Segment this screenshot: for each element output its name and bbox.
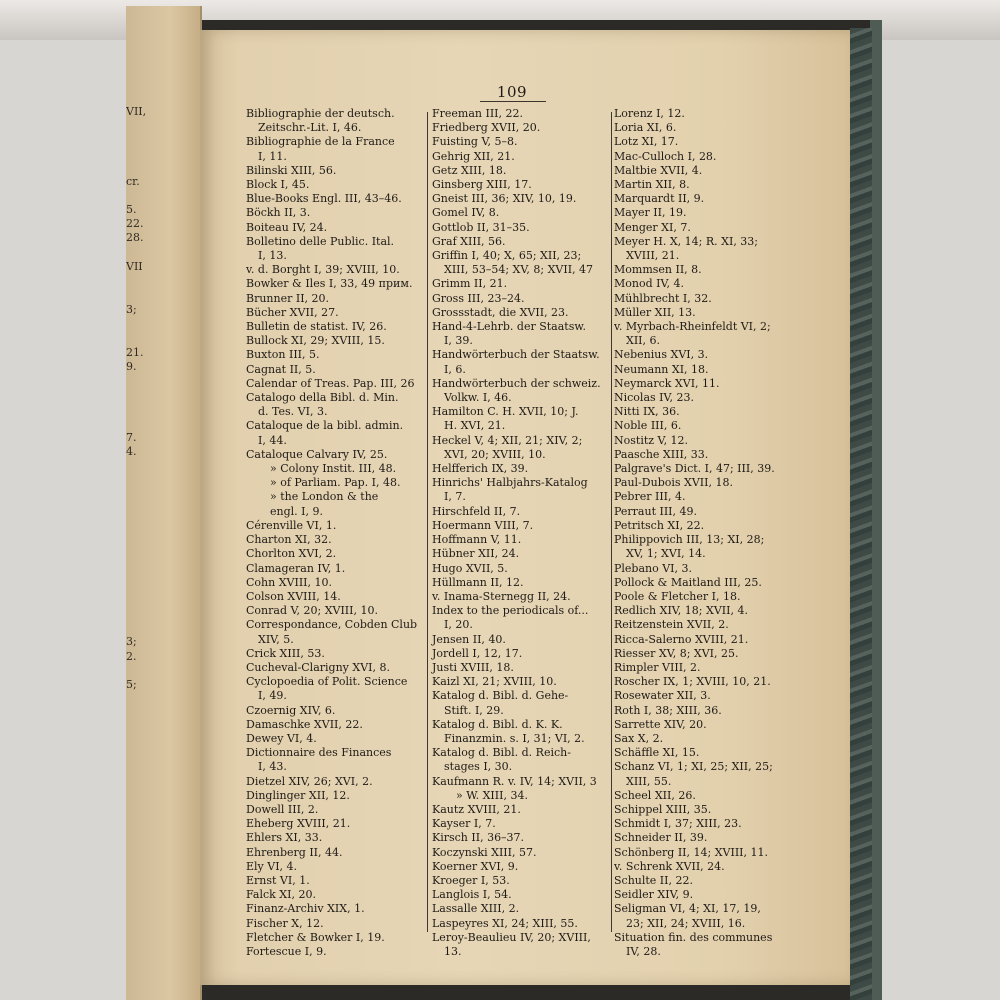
index-entry: Helfferich IX, 39. <box>432 462 529 476</box>
left-page-fragment: 9. <box>126 360 137 373</box>
index-entry: Laspeyres XI, 24; XIII, 55. <box>432 916 578 930</box>
index-entry: Schneider II, 39. <box>614 831 708 845</box>
index-entry: Kaufmann R. v. IV, 14; XVII, 3 <box>432 774 597 788</box>
index-entry: Eheberg XVIII, 21. <box>246 817 351 831</box>
index-entry: Hand-4-Lehrb. der Staatsw. <box>432 320 586 334</box>
index-entry: Scheel XII, 26. <box>614 788 696 802</box>
index-entry: stages I, 30. <box>444 760 513 774</box>
index-entry: Katalog d. Bibl. d. K. K. <box>432 717 563 731</box>
index-entry: Clamageran IV, 1. <box>246 561 346 575</box>
left-page-fragment: 22. <box>126 217 144 230</box>
index-entry: XIII, 55. <box>626 774 672 788</box>
index-entry: Schippel XIII, 35. <box>614 802 712 816</box>
index-entry: Müller XII, 13. <box>614 305 696 319</box>
index-entry: Calendar of Treas. Pap. III, 26 <box>246 376 415 390</box>
index-entry: Nostitz V, 12. <box>614 433 689 447</box>
index-entry: Czoernig XIV, 6. <box>246 703 336 717</box>
index-entry: Noble III, 6. <box>614 419 682 433</box>
index-entry: Neumann XI, 18. <box>614 362 709 376</box>
index-entry: Böckh II, 3. <box>246 206 311 220</box>
index-entry: I, 11. <box>258 149 287 163</box>
index-entry: Pollock & Maitland III, 25. <box>614 575 762 589</box>
marbled-cover-edge <box>850 28 872 1000</box>
index-entry: XVI, 20; XVIII, 10. <box>444 447 546 461</box>
index-entry: Finanzmin. s. I, 31; VI, 2. <box>444 731 585 745</box>
index-entry: Lotz XI, 17. <box>614 135 679 149</box>
index-entry: Bibliographie der deutsch. <box>246 107 395 120</box>
left-page-fragment: 21. <box>126 346 144 359</box>
index-entry: Fuisting V, 5–8. <box>432 135 518 149</box>
index-entry: Rimpler VIII, 2. <box>614 660 701 674</box>
left-page-fragment: VII, <box>126 105 147 118</box>
index-entry: Paul-Dubois XVII, 18. <box>614 476 733 490</box>
index-entry: Lassalle XIII, 2. <box>432 902 520 916</box>
index-entry: Kirsch II, 36–37. <box>432 831 525 845</box>
index-entry: Cyclopoedia of Polit. Science <box>246 675 408 689</box>
index-entry: Meyer H. X, 14; R. XI, 33; <box>614 234 759 248</box>
index-entry: Dowell III, 2. <box>246 802 319 816</box>
index-entry: Cérenville VI, 1. <box>246 518 337 532</box>
index-entry: I, 20. <box>444 618 473 632</box>
index-entry: Schönberg II, 14; XVIII, 11. <box>614 845 769 859</box>
index-entry: XIV, 5. <box>258 632 294 646</box>
index-entry: Mühlbrecht I, 32. <box>614 291 712 305</box>
index-entry: Bullock XI, 29; XVIII, 15. <box>246 334 385 348</box>
index-entry: Handwörterbuch der schweiz. <box>432 376 601 390</box>
index-entry: Griffin I, 40; X, 65; XII, 23; <box>432 249 582 263</box>
index-entry: Handwörterbuch der Staatsw. <box>432 348 600 362</box>
left-page-fragment: 5. <box>126 203 137 216</box>
index-entry: Fischer X, 12. <box>246 916 324 930</box>
index-entry: Hugo XVII, 5. <box>432 561 508 575</box>
index-entry: Langlois I, 54. <box>432 888 512 902</box>
index-entry: Gomel IV, 8. <box>432 206 500 220</box>
index-entry: Colson XVIII, 14. <box>246 589 341 603</box>
index-entry: Hirschfeld II, 7. <box>432 504 521 518</box>
index-entry: Ricca-Salerno XVIII, 21. <box>614 632 749 646</box>
left-page-fragment: 3; <box>126 303 137 316</box>
index-entry: Gottlob II, 31–35. <box>432 220 530 234</box>
index-entry: IV, 28. <box>626 944 661 958</box>
index-entry: Damaschke XVII, 22. <box>246 717 363 731</box>
index-entry: Redlich XIV, 18; XVII, 4. <box>614 604 748 618</box>
index-entry: Cataloque de la bibl. admin. <box>246 419 404 433</box>
page-number-rule <box>480 101 546 102</box>
index-entry: Ehrenberg II, 44. <box>246 845 343 859</box>
left-page-fragment: 7. <box>126 431 137 444</box>
index-entry: Katalog d. Bibl. d. Gehe- <box>432 689 569 703</box>
index-entry: Kayser I, 7. <box>432 817 496 831</box>
index-entry: Schulte II, 22. <box>614 873 693 887</box>
index-entry: Martin XII, 8. <box>614 178 690 192</box>
index-entry: v. Inama-Sternegg II, 24. <box>432 589 571 603</box>
index-entry: Jensen II, 40. <box>432 632 506 646</box>
index-entry: Justi XVIII, 18. <box>432 660 514 674</box>
index-entry: » W. XIII, 34. <box>456 788 528 802</box>
index-entry: Mommsen II, 8. <box>614 263 702 277</box>
index-entry: Kaizl XI, 21; XVIII, 10. <box>432 675 557 689</box>
index-entry: Pebrer III, 4. <box>614 490 686 504</box>
index-entry: Getz XIII, 18. <box>432 163 507 177</box>
index-entry: Cagnat II, 5. <box>246 362 316 376</box>
left-page-fragment: 5; <box>126 678 137 691</box>
index-entry: Ernst VI, 1. <box>246 873 310 887</box>
index-entry: Sax X, 2. <box>614 731 664 745</box>
left-page-fragment: 2. <box>126 650 137 663</box>
index-entry: Petritsch XI, 22. <box>614 518 705 532</box>
index-entry: Maltbie XVII, 4. <box>614 163 703 177</box>
index-entry: Bulletin de statist. IV, 26. <box>246 320 387 334</box>
index-entry: 23; XII, 24; XVIII, 16. <box>626 916 746 930</box>
index-entry: Poole & Fletcher I, 18. <box>614 589 741 603</box>
index-entry: I, 7. <box>444 490 466 504</box>
index-entry: Perraut III, 49. <box>614 504 698 518</box>
index-entry: Koczynski XIII, 57. <box>432 845 537 859</box>
index-entry: Conrad V, 20; XVIII, 10. <box>246 604 378 618</box>
index-entry: v. d. Borght I, 39; XVIII, 10. <box>246 263 400 277</box>
index-entry: I, 44. <box>258 433 287 447</box>
index-entry: Falck XI, 20. <box>246 888 316 902</box>
index-entry: Blue-Books Engl. III, 43–46. <box>246 192 402 206</box>
index-entry: Nicolas IV, 23. <box>614 391 694 405</box>
index-entry: Mac-Culloch I, 28. <box>614 149 717 163</box>
index-entry: I, 43. <box>258 760 287 774</box>
index-entry: Fortescue I, 9. <box>246 944 327 958</box>
left-page-fragment: 28. <box>126 231 144 244</box>
index-column-1 <box>246 107 424 959</box>
index-entry: Hoermann VIII, 7. <box>432 518 534 532</box>
index-entry: Boiteau IV, 24. <box>246 220 328 234</box>
index-entry: Nebenius XVI, 3. <box>614 348 709 362</box>
index-entry: Cataloque Calvary IV, 25. <box>246 447 388 461</box>
index-entry: engl. I, 9. <box>270 504 323 518</box>
index-entry: Ehlers XI, 33. <box>246 831 323 845</box>
index-entry: Philippovich III, 13; XI, 28; <box>614 533 765 547</box>
index-entry: Freeman III, 22. <box>432 107 524 120</box>
index-entry: Ginsberg XIII, 17. <box>432 178 532 192</box>
index-entry: I, 49. <box>258 689 287 703</box>
index-column-3 <box>614 107 794 959</box>
index-entry: Gross III, 23–24. <box>432 291 525 305</box>
index-entry: Hüllmann II, 12. <box>432 575 524 589</box>
index-entry: XV, 1; XVI, 14. <box>626 547 706 561</box>
index-entry: Graf XIII, 56. <box>432 234 506 248</box>
left-page-fragment: cr. <box>126 175 140 188</box>
index-entry: Plebano VI, 3. <box>614 561 693 575</box>
index-entry: Index to the periodicals of... <box>432 604 589 618</box>
index-entry: Cucheval-Clarigny XVI, 8. <box>246 660 390 674</box>
index-entry: Bücher XVII, 27. <box>246 305 339 319</box>
index-entry: Riesser XV, 8; XVI, 25. <box>614 646 739 660</box>
index-entry: Nitti IX, 36. <box>614 405 680 419</box>
index-entry: Chorlton XVI, 2. <box>246 547 337 561</box>
index-entry: Lorenz I, 12. <box>614 107 685 120</box>
index-entry: Roscher IX, 1; XVIII, 10, 21. <box>614 675 771 689</box>
index-entry: Zeitschr.-Lit. I, 46. <box>258 121 362 135</box>
index-entry: » of Parliam. Pap. I, 48. <box>270 476 401 490</box>
index-entry: Seligman VI, 4; XI, 17, 19, <box>614 902 761 916</box>
index-entry: v. Myrbach-Rheinfeldt VI, 2; <box>614 320 771 334</box>
left-page-edge <box>126 6 202 1000</box>
index-entry: Dictionnaire des Finances <box>246 746 392 760</box>
index-entry: Schanz VI, 1; XI, 25; XII, 25; <box>614 760 773 774</box>
index-entry: Mayer II, 19. <box>614 206 687 220</box>
index-entry: Monod IV, 4. <box>614 277 684 291</box>
index-entry: Gneist III, 36; XIV, 10, 19. <box>432 192 577 206</box>
index-entry: Catalogo della Bibl. d. Min. <box>246 391 399 405</box>
index-entry: Grossstadt, die XVII, 23. <box>432 305 569 319</box>
index-entry: I, 6. <box>444 362 466 376</box>
index-entry: 13. <box>444 944 462 958</box>
index-entry: Schäffle XI, 15. <box>614 746 700 760</box>
index-entry: Jordell I, 12, 17. <box>432 646 523 660</box>
index-entry: Finanz-Archiv XIX, 1. <box>246 902 365 916</box>
index-entry: Kroeger I, 53. <box>432 873 510 887</box>
index-entry: Ely VI, 4. <box>246 859 298 873</box>
left-page-fragment: 3; <box>126 635 137 648</box>
index-entry: Seidler XIV, 9. <box>614 888 694 902</box>
index-entry: Block I, 45. <box>246 178 310 192</box>
index-entry: I, 13. <box>258 249 287 263</box>
index-entry: Gehrig XII, 21. <box>432 149 515 163</box>
index-entry: Reitzenstein XVII, 2. <box>614 618 729 632</box>
left-page-fragment: 4. <box>126 445 137 458</box>
index-entry: Dinglinger XII, 12. <box>246 788 350 802</box>
column-divider <box>611 112 612 932</box>
index-entry: Koerner XVI, 9. <box>432 859 519 873</box>
index-entry: Bilinski XIII, 56. <box>246 163 337 177</box>
index-entry: » Colony Instit. III, 48. <box>270 462 397 476</box>
index-entry: Stift. I, 29. <box>444 703 504 717</box>
index-entry: Hamilton C. H. XVII, 10; J. <box>432 405 579 419</box>
index-entry: XVIII, 21. <box>626 249 680 263</box>
index-column-2 <box>432 107 608 959</box>
index-entry: Dewey VI, 4. <box>246 731 317 745</box>
index-entry: Schmidt I, 37; XIII, 23. <box>614 817 742 831</box>
index-entry: Cohn XVIII, 10. <box>246 575 333 589</box>
index-entry: I, 39. <box>444 334 473 348</box>
index-entry: Situation fin. des communes <box>614 930 773 944</box>
index-entry: Roth I, 38; XIII, 36. <box>614 703 722 717</box>
index-entry: H. XVI, 21. <box>444 419 506 433</box>
index-entry: d. Tes. VI, 3. <box>258 405 328 419</box>
left-page-fragment: VII <box>126 260 143 273</box>
index-entry: Rosewater XII, 3. <box>614 689 711 703</box>
index-entry: Crick XIII, 53. <box>246 646 325 660</box>
index-entry: v. Schrenk XVII, 24. <box>614 859 725 873</box>
index-entry: Brunner II, 20. <box>246 291 330 305</box>
index-entry: Kautz XVIII, 21. <box>432 802 521 816</box>
index-entry: Bibliographie de la France <box>246 135 395 149</box>
index-entry: Paasche XIII, 33. <box>614 447 709 461</box>
index-entry: Loria XI, 6. <box>614 121 677 135</box>
index-entry: Bowker & Iles I, 33, 49 прим. <box>246 277 413 291</box>
column-divider <box>427 112 428 932</box>
index-entry: Hübner XII, 24. <box>432 547 520 561</box>
index-entry: Katalog d. Bibl. d. Reich- <box>432 746 571 760</box>
index-entry: Buxton III, 5. <box>246 348 320 362</box>
index-entry: Correspondance, Cobden Club <box>246 618 418 632</box>
index-entry: Neymarck XVI, 11. <box>614 376 720 390</box>
index-entry: XIII, 53–54; XV, 8; XVII, 47 <box>444 263 594 277</box>
index-entry: Heckel V, 4; XII, 21; XIV, 2; <box>432 433 583 447</box>
index-entry: Dietzel XIV, 26; XVI, 2. <box>246 774 373 788</box>
index-entry: » the London & the <box>270 490 379 504</box>
index-entry: Marquardt II, 9. <box>614 192 705 206</box>
index-entry: Fletcher & Bowker I, 19. <box>246 930 385 944</box>
index-entry: Volkw. I, 46. <box>444 391 512 405</box>
index-entry: XII, 6. <box>626 334 661 348</box>
index-entry: Friedberg XVII, 20. <box>432 121 541 135</box>
index-entry: Hinrichs' Halbjahrs-Katalog <box>432 476 588 490</box>
index-entry: Sarrette XIV, 20. <box>614 717 707 731</box>
index-entry: Leroy-Beaulieu IV, 20; XVIII, <box>432 930 591 944</box>
index-entry: Grimm II, 21. <box>432 277 508 291</box>
index-entry: Palgrave's Dict. I, 47; III, 39. <box>614 462 775 476</box>
index-entry: Charton XI, 32. <box>246 533 332 547</box>
page-number: 109 <box>496 83 528 101</box>
index-entry: Bolletino delle Public. Ital. <box>246 234 395 248</box>
index-entry: Hoffmann V, 11. <box>432 533 522 547</box>
index-entry: Menger XI, 7. <box>614 220 691 234</box>
